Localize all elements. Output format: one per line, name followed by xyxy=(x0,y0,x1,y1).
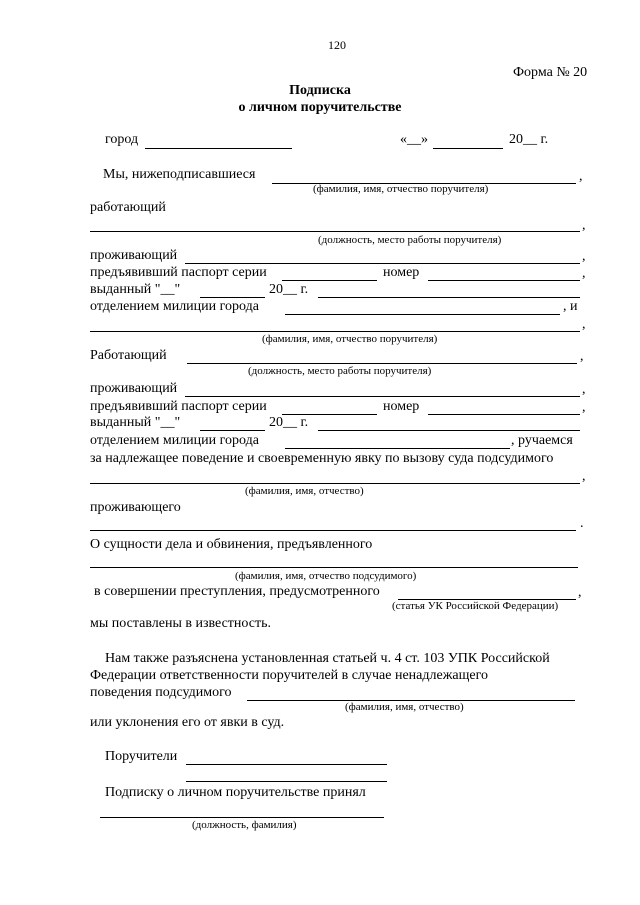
comma: , xyxy=(582,218,586,233)
hint-position: (должность, место работы поручителя) xyxy=(318,234,502,246)
defendant-address-field[interactable] xyxy=(90,530,576,531)
page-number: 120 xyxy=(328,38,346,52)
charged-person-field[interactable] xyxy=(90,567,578,568)
guarantors-label: Поручители xyxy=(105,749,178,764)
issued-label: выданный "__" xyxy=(90,415,181,430)
form-label: Форма № 20 xyxy=(513,65,588,80)
city-field[interactable] xyxy=(145,148,292,149)
working-label-2: Работающий xyxy=(90,348,167,363)
issued-label: выданный "__" xyxy=(90,282,181,297)
hint-guarantor-name: (фамилия, имя, отчество поручителя) xyxy=(262,333,438,345)
comma: , xyxy=(582,249,586,264)
guarantor2-police-city-field[interactable] xyxy=(285,448,510,449)
hint-defendant: (фамилия, имя, отчество подсудимого) xyxy=(235,570,417,582)
living-label: проживающий xyxy=(90,381,178,396)
living-label: проживающий xyxy=(90,248,178,263)
year-label: 20__ г. xyxy=(269,415,309,430)
we-undersigned-label: Мы, нижеподписавшиеся xyxy=(103,167,256,182)
guarantor2-position-field[interactable] xyxy=(187,363,577,364)
explanation-line-3: поведения подсудимого xyxy=(90,685,232,700)
guarantor2-address-field[interactable] xyxy=(185,396,580,397)
essence-label: О сущности дела и обвинения, предъявленного xyxy=(90,537,373,552)
date-month-field[interactable] xyxy=(433,148,503,149)
document-subtitle: о личном поручительстве xyxy=(238,100,402,115)
year-label: 20__ г. xyxy=(269,282,309,297)
guarantor2-name-field[interactable] xyxy=(90,331,580,332)
date-year-label: 20__ г. xyxy=(509,132,549,147)
guarantor1-issued-by-field[interactable] xyxy=(318,297,580,298)
city-label: город xyxy=(105,132,139,147)
comma: , xyxy=(578,585,582,600)
dot: . xyxy=(580,516,584,531)
guarantor1-passport-number-field[interactable] xyxy=(428,280,580,281)
guarantor1-issued-month-field[interactable] xyxy=(200,297,265,298)
police-city-label: отделением милиции города xyxy=(90,433,259,448)
vouch-label: , ручаемся xyxy=(511,433,573,448)
hint-fio: (фамилия, имя, отчество) xyxy=(245,485,364,497)
comma: , xyxy=(582,266,586,281)
comma: , xyxy=(582,317,586,332)
comma: , xyxy=(579,169,583,184)
and-label: , и xyxy=(563,299,578,314)
hint-guarantor-name: (фамилия, имя, отчество поручителя) xyxy=(313,183,489,195)
guarantor1-police-city-field[interactable] xyxy=(285,314,560,315)
informed-text: мы поставлены в известность. xyxy=(90,616,271,631)
in-commission-label: в совершении преступления, предусмотренного xyxy=(94,584,380,599)
date-day-field[interactable]: «__» xyxy=(400,132,428,147)
guarantor2-passport-number-field[interactable] xyxy=(428,414,580,415)
guarantor1-passport-series-field[interactable] xyxy=(282,280,377,281)
number-label: номер xyxy=(383,265,420,280)
police-city-label: отделением милиции города xyxy=(90,299,259,314)
comma: , xyxy=(582,382,586,397)
hint-fio: (фамилия, имя, отчество) xyxy=(345,701,464,713)
defendant-name-field[interactable] xyxy=(90,483,580,484)
working-label: работающий xyxy=(90,200,166,215)
hint-position: (должность, место работы поручителя) xyxy=(248,365,432,377)
document-title: Подписка xyxy=(289,83,351,98)
guarantor-signature-1[interactable] xyxy=(186,764,387,765)
proper-conduct-text: за надлежащее поведение и своевременную явку по вызову суда подсудимого xyxy=(90,451,554,466)
guarantor1-address-field[interactable] xyxy=(185,263,580,264)
guarantor-signature-2[interactable] xyxy=(186,781,387,782)
acceptor-position-field[interactable] xyxy=(100,817,384,818)
hint-article: (статья УК Российской Федерации) xyxy=(392,600,559,612)
passport-series-label: предъявивший паспорт серии xyxy=(90,265,267,280)
passport-series-label: предъявивший паспорт серии xyxy=(90,399,267,414)
accepted-label: Подписку о личном поручительстве принял xyxy=(105,785,366,800)
evasion-text: или уклонения его от явки в суд. xyxy=(90,715,285,730)
comma: , xyxy=(582,400,586,415)
guarantor2-issued-by-field[interactable] xyxy=(318,430,580,431)
comma: , xyxy=(580,349,584,364)
comma: , xyxy=(582,469,586,484)
explanation-line-1: Нам также разъяснена установленная статьей ч. 4 ст. 103 УПК Российской xyxy=(105,651,550,666)
hint-pos-name: (должность, фамилия) xyxy=(192,819,297,831)
explanation-line-2: Федерации ответственности поручителей в случае ненадлежащего xyxy=(90,668,488,683)
number-label: номер xyxy=(383,399,420,414)
living-of-label: проживающего xyxy=(90,500,181,515)
guarantor2-issued-month-field[interactable] xyxy=(200,430,265,431)
guarantor1-position-field[interactable] xyxy=(90,231,580,232)
